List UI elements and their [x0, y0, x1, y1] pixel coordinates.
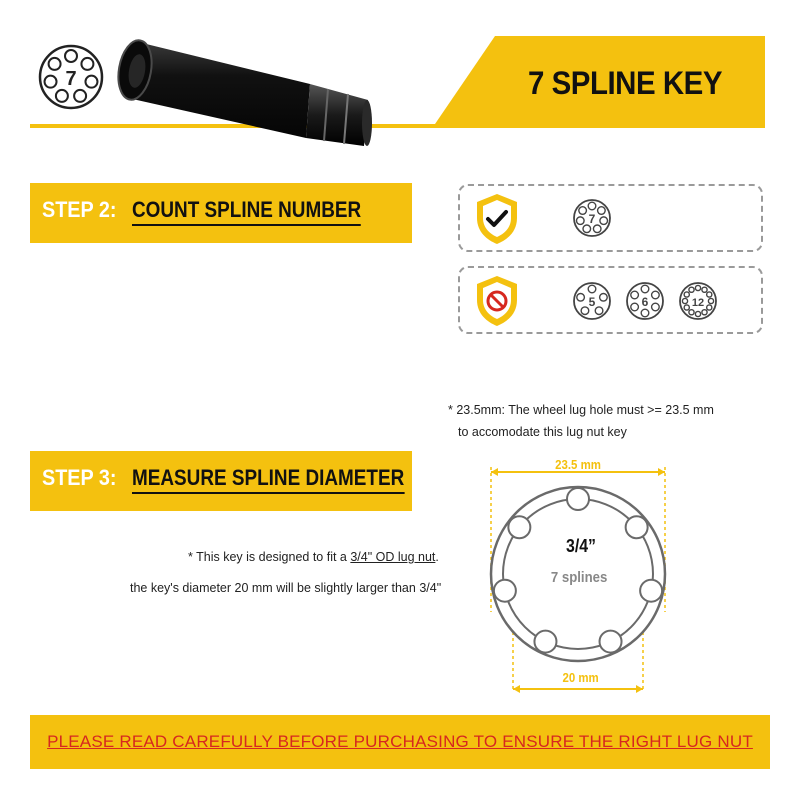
- hole-note-line1: * 23.5mm: The wheel lug hole must >= 23.5 mm: [448, 403, 714, 417]
- correct-spline-box: [458, 184, 763, 252]
- fit-note-line1: * This key is designed to fit a 3/4" OD lug nut.: [188, 550, 439, 564]
- inner-dimension-label: 20 mm: [562, 670, 599, 685]
- hole-note-line2: to accomodate this lug nut key: [458, 425, 627, 439]
- socket-key-image: [110, 28, 385, 148]
- step3-label: STEP 3:: [42, 465, 117, 490]
- step2-label: STEP 2:: [42, 197, 117, 222]
- step2-banner: [30, 183, 412, 243]
- svg-text:12: 12: [691, 297, 705, 309]
- step2-description: COUNT SPLINE NUMBER: [132, 197, 361, 226]
- outer-dimension-label: 23.5 mm: [555, 457, 601, 472]
- svg-text:7: 7: [588, 212, 596, 226]
- spline-count-label: 7 splines: [550, 569, 608, 586]
- fit-note-line2: the key's diameter 20 mm will be slightly larger than 3/4": [130, 581, 442, 595]
- check-shield-icon: [474, 192, 520, 246]
- size-label: 3/4”: [566, 536, 596, 556]
- spline-diameter-diagram: [480, 452, 680, 702]
- twelve-spline-icon: [678, 281, 718, 321]
- seven-spline-icon: [572, 198, 612, 238]
- seven-spline-icon: [38, 44, 104, 110]
- prohibited-shield-icon: [474, 274, 520, 328]
- svg-text:5: 5: [588, 295, 596, 309]
- footer-warning: PLEASE READ CAREFULLY BEFORE PURCHASING TO ENSURE THE RIGHT LUG NUT: [47, 732, 753, 751]
- page-title: 7 SPLINE KEY: [527, 64, 723, 101]
- six-spline-icon: [625, 281, 665, 321]
- footer-banner: [30, 715, 770, 769]
- svg-text:6: 6: [641, 295, 649, 309]
- step3-description: MEASURE SPLINE DIAMETER: [132, 465, 404, 494]
- lug-nut-size-link: 3/4" OD lug nut: [350, 550, 436, 564]
- wrong-spline-box: [458, 266, 763, 334]
- badge-number: 7: [65, 68, 77, 90]
- step3-banner: [30, 451, 412, 511]
- five-spline-icon: [572, 281, 612, 321]
